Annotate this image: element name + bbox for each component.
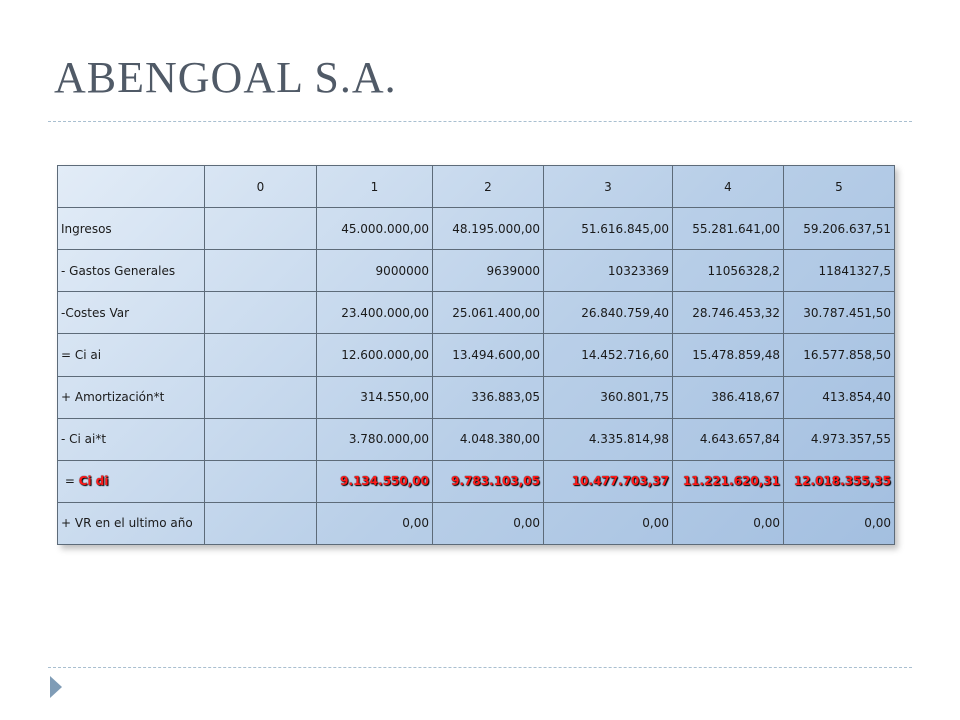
table-cell: 30.787.451,50 [784,292,895,334]
table-cell: 9000000 [317,250,433,292]
table-row [58,418,895,460]
row-label [58,460,205,502]
table-cell: 14.452.716,60 [544,334,673,376]
triangle-arrow-icon [50,676,62,698]
header-cell [58,166,205,208]
table-cell: 386.418,67 [673,376,784,418]
table-cell: 26.840.759,40 [544,292,673,334]
header-cell: 4 [673,166,784,208]
row-label: = Ci ai [58,334,205,376]
table-cell: 13.494.600,00 [433,334,544,376]
table-row [58,292,895,334]
table-cell: 3.780.000,00 [317,418,433,460]
table-cell: 45.000.000,00 [317,208,433,250]
row-label: - Gastos Generales [58,250,205,292]
table-row [58,208,895,250]
table-cell: 10323369 [544,250,673,292]
bottom-divider [48,667,912,668]
table-cell: 4.973.357,55 [784,418,895,460]
table-cell [205,376,317,418]
header-cell: 3 [544,166,673,208]
table-cell: 336.883,05 [433,376,544,418]
table-cell: 413.854,40 [784,376,895,418]
table-cell: 48.195.000,00 [433,208,544,250]
table-cell: 0,00 [784,502,895,544]
table-cell: 9.134.550,00 [317,460,433,502]
row-label: -Costes Var [58,292,205,334]
table-cell: 25.061.400,00 [433,292,544,334]
table-row-highlight [58,460,895,502]
row-label-prefix: = [61,474,79,489]
table-row [58,502,895,544]
table-cell: 15.478.859,48 [673,334,784,376]
table-cell: 0,00 [433,502,544,544]
table-cell: 314.550,00 [317,376,433,418]
table-row [58,376,895,418]
table-row [58,334,895,376]
header-cell: 2 [433,166,544,208]
table-cell: 0,00 [317,502,433,544]
table-cell: 0,00 [544,502,673,544]
header-cell: 5 [784,166,895,208]
table-header-row [58,166,895,208]
header-cell: 0 [205,166,317,208]
row-label: Ingresos [58,208,205,250]
table-cell [205,292,317,334]
table-cell: 11.221.620,31 [673,460,784,502]
table-cell: 4.335.814,98 [544,418,673,460]
table-cell: 51.616.845,00 [544,208,673,250]
table-cell: 4.643.657,84 [673,418,784,460]
table-cell [205,418,317,460]
table-cell [205,208,317,250]
table-cell [205,502,317,544]
table-cell: 59.206.637,51 [784,208,895,250]
row-label: + VR en el ultimo año [58,502,205,544]
table-cell [205,334,317,376]
table-cell: 9639000 [433,250,544,292]
table-cell: 16.577.858,50 [784,334,895,376]
table-cell: 0,00 [673,502,784,544]
table-row [58,250,895,292]
table-cell: 360.801,75 [544,376,673,418]
top-divider [48,121,912,122]
row-label: - Ci ai*t [58,418,205,460]
table-cell: 12.600.000,00 [317,334,433,376]
page-title: ABENGOAL S.A. [54,53,397,102]
row-label-highlight: Ci di [78,474,109,489]
table-cell: 9.783.103,05 [433,460,544,502]
table-cell: 10.477.703,37 [544,460,673,502]
table-cell: 11841327,5 [784,250,895,292]
table-cell [205,460,317,502]
table-cell: 11056328,2 [673,250,784,292]
header-cell: 1 [317,166,433,208]
table-cell: 28.746.453,32 [673,292,784,334]
table-cell [205,250,317,292]
row-label: + Amortización*t [58,376,205,418]
table-cell: 55.281.641,00 [673,208,784,250]
financial-table [57,165,894,545]
table-cell: 4.048.380,00 [433,418,544,460]
table-cell: 23.400.000,00 [317,292,433,334]
table-cell: 12.018.355,35 [784,460,895,502]
